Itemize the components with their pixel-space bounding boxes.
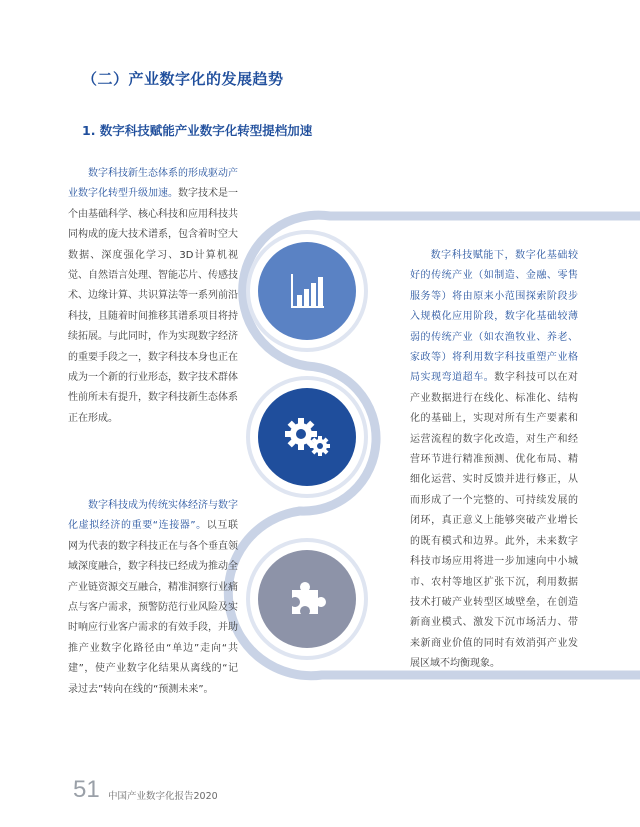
paragraph-connector-lead: 数字科技成为传统实体经济与数字化虚拟经济的重要“连接器”。	[68, 500, 238, 532]
puzzle-icon	[286, 578, 328, 620]
page-number: 51	[73, 776, 100, 803]
paragraph-ecosystem-body: 数字技术是一个由基础科学、核心科技和应用科技共同构成的庞大技术谱系，包含着时空大数据、深度强化学习、3D计算机视觉、自然语言处理、智能芯片、传感技术、边缘计算、共识算法等一系列前沿科技，且随着时间推移其谱系项目将持续拓展。与此同时，作为实现数字经济的重要手段之一，数字科技本身也正在成为一个新的行业形态，数字技术群体性前所未有提升，数字科技新生态体系正在形成。	[68, 188, 238, 424]
puzzle-circle	[258, 550, 356, 648]
section-title: （二）产业数字化的发展趋势	[82, 70, 284, 88]
gears-circle	[258, 388, 356, 486]
paragraph-ecosystem-lead: 数字科技新生态体系的形成驱动产业数字化转型升级加速。	[68, 168, 238, 200]
gears-icon	[282, 415, 332, 459]
bar-chart-circle	[258, 242, 356, 340]
paragraph-connector-body: 以互联网为代表的数字科技正在与各个垂直领域深度融合，数字科技已经成为推动全产业链资源交互融合，精准洞察行业痛点与客户需求，预警防范行业风险及实时响应行业客户需求的有效手段，并助推产业数字化路径由“单边”走向“共建”，使产业数字化结果从离线的“记录过去”转向在线的“预测未来”。	[68, 520, 238, 695]
paragraph-empowerment-body: 数字科技可以在对产业数据进行在线化、标准化、结构化的基础上，实现对所有生产要素和运营流程的数字化改造，对生产和经营环节进行精准预测、优化布局、精细化运营、实时反馈并进行修正，从而形成了一个完整的、可持续发展的闭环，真正意义上能够突破产业增长的既有模式和边界。此外，未来数字科技市场应用将进一步加速向中小城市、农村等地区扩张下沉，利用数据技术打破产业转型区域壁垒，在创造新商业模式、激发下沉市场活力、带来新商业价值的同时有效消弭产业发展区域不均衡现象。	[410, 372, 579, 670]
bar-chart-icon	[287, 271, 327, 311]
report-title: 中国产业数字化报告2020	[108, 791, 218, 802]
paragraph-connector	[68, 496, 238, 700]
paragraph-empowerment	[410, 246, 578, 675]
paragraph-ecosystem	[68, 164, 238, 429]
subsection-title: 1. 数字科技赋能产业数字化转型提档加速	[82, 123, 313, 138]
paragraph-empowerment-lead: 数字科技赋能下，数字化基础较好的传统产业（如制造、金融、零售服务等）将由原来小范围探索阶段步入规模化应用阶段，数字化基础较薄弱的传统产业（如农渔牧业、养老、家政等）将利用数字科技重塑产业格局实现弯道超车。	[410, 250, 578, 384]
